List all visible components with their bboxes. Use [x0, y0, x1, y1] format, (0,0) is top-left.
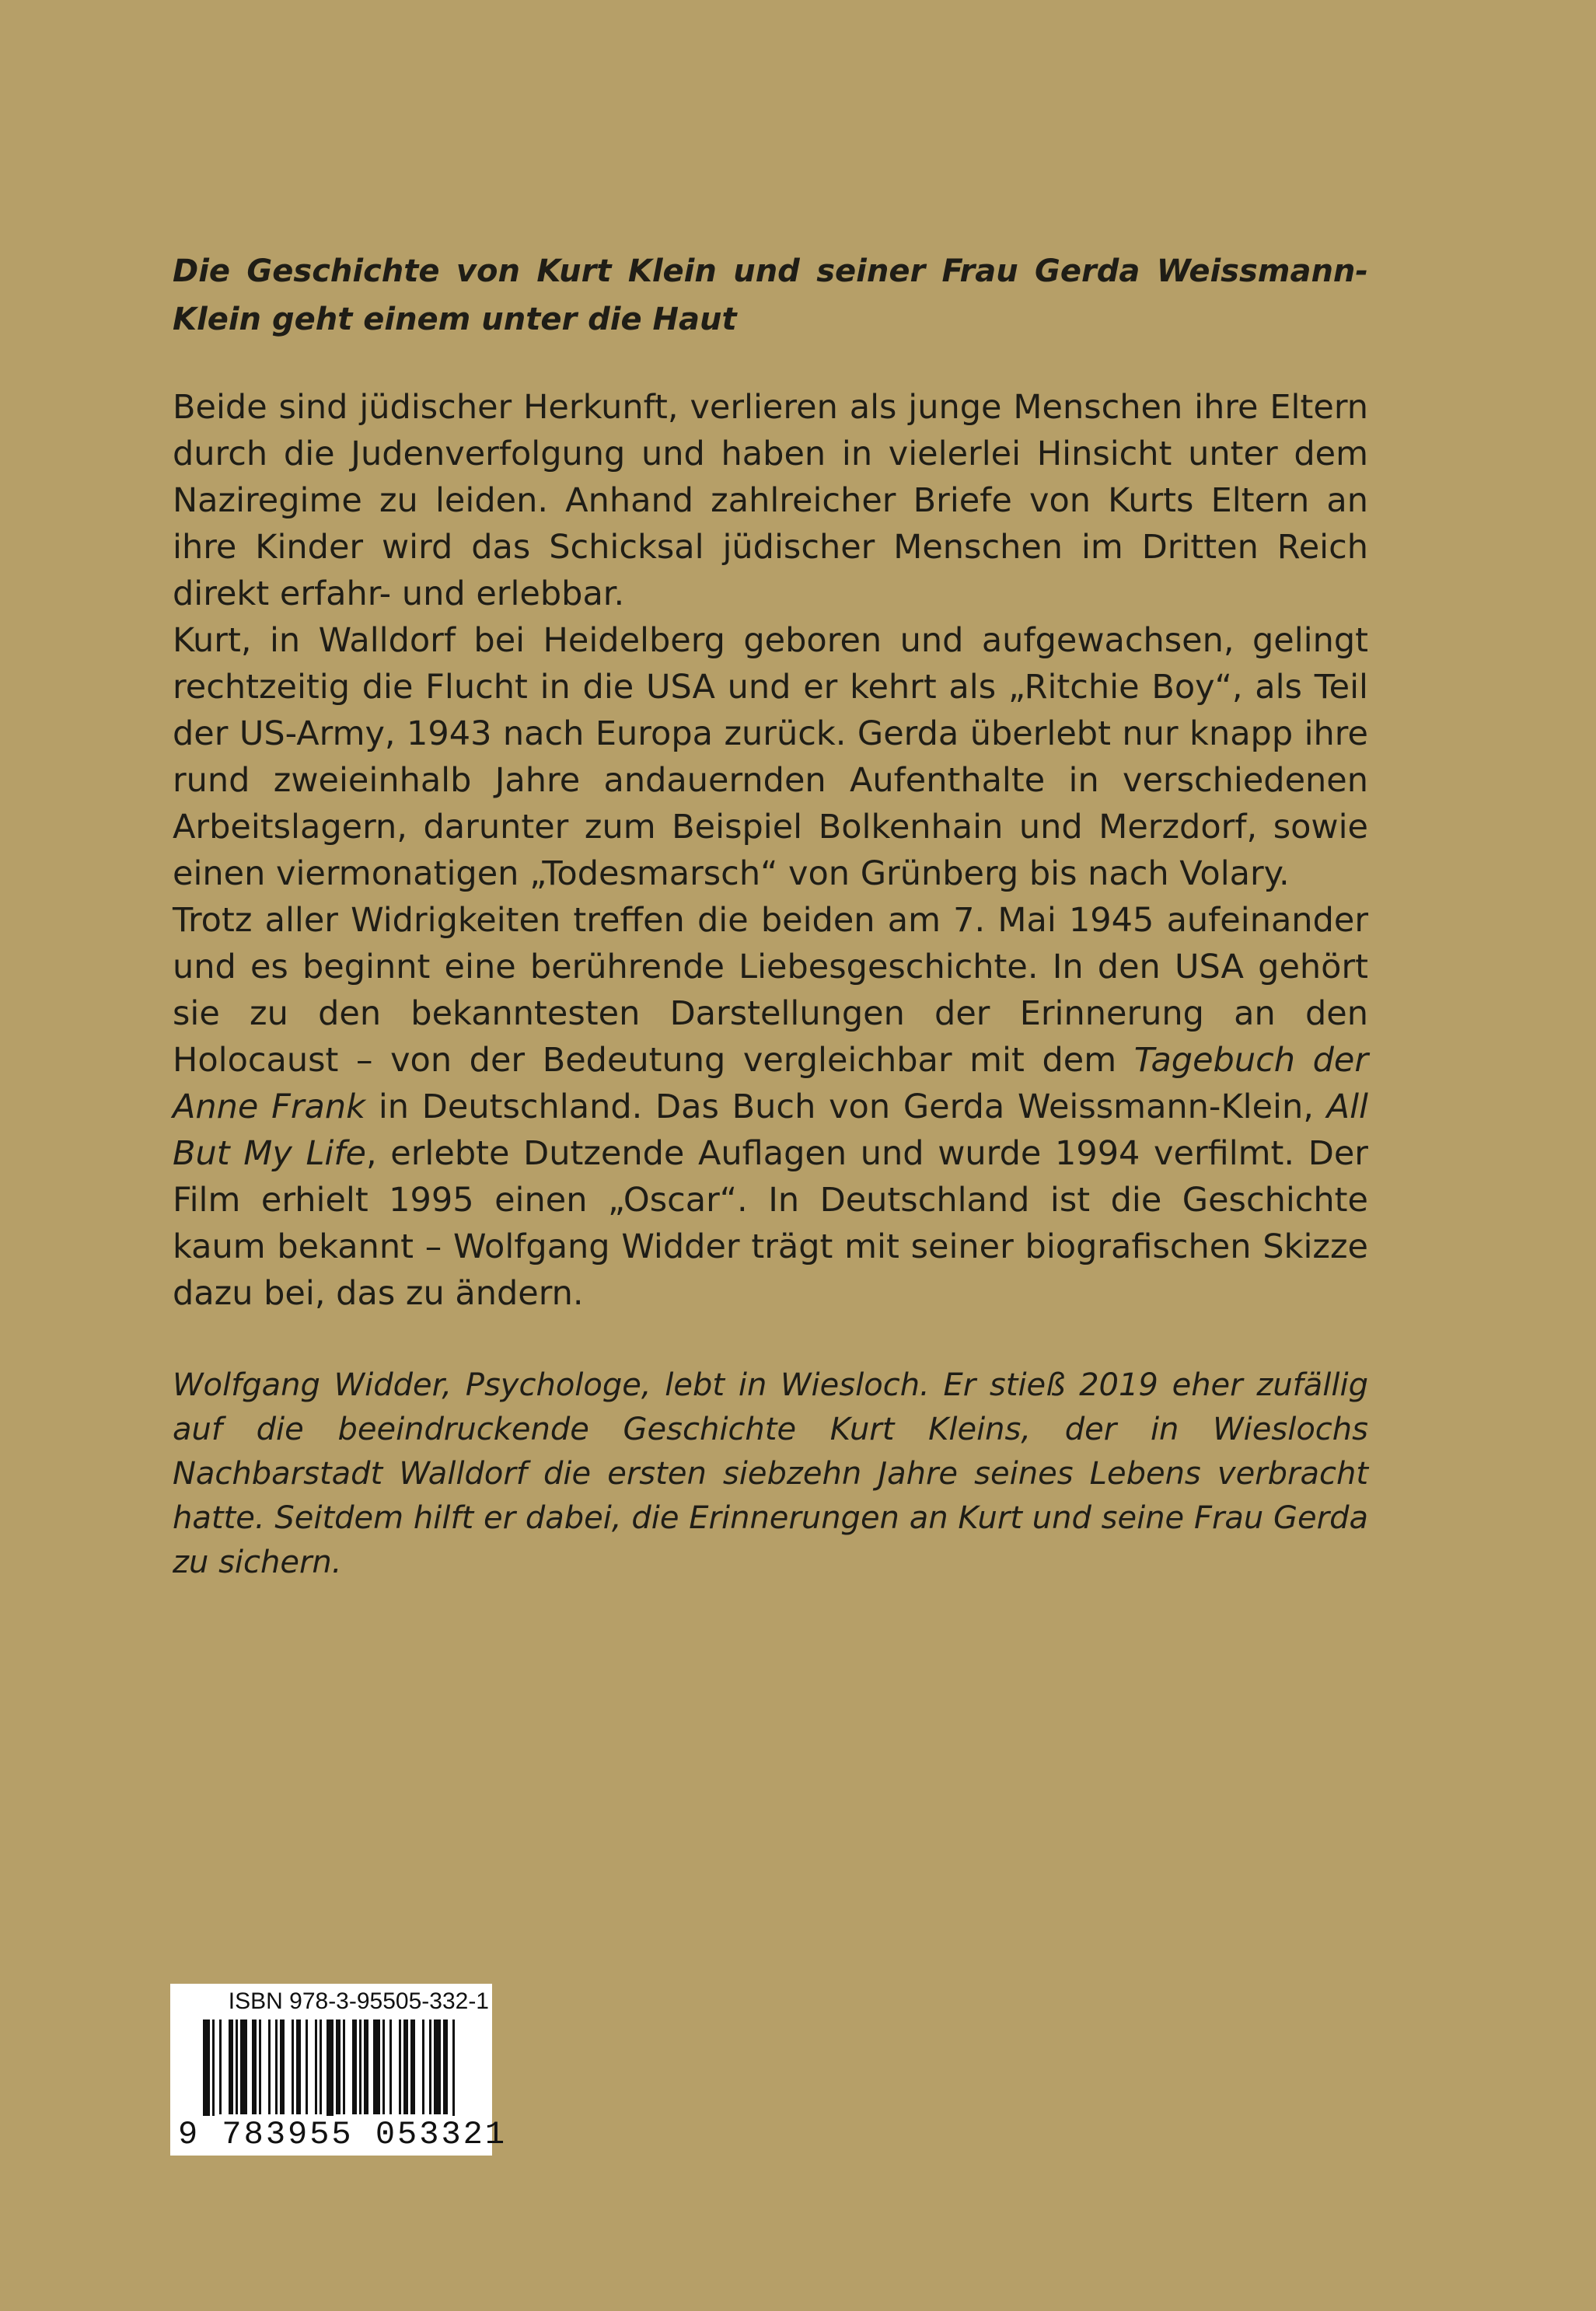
cover-text-block: [173, 247, 1368, 1585]
isbn-label: ISBN 978-3-95505-332-1: [228, 1988, 489, 2014]
barcode-bar: [364, 2020, 368, 2114]
barcode-bar: [359, 2020, 361, 2114]
paragraph-text: Trotz aller Widrigkeiten treffen die beiden am 7. Mai 1945 aufeinander und es beginnt eine berührende Liebesgeschichte. In den USA gehört sie zu den bekanntesten Darstellungen der Erinnerung an den Holocaust – von der Bedeutung vergleichbar mit dem: [173, 901, 1368, 1080]
barcode-bar: [229, 2020, 233, 2114]
barcode-bar: [443, 2020, 448, 2114]
paragraph-text: in Deutschland. Das Buch von Gerda Weissmann-Klein,: [365, 1087, 1327, 1126]
barcode-bar: [292, 2020, 294, 2114]
book-title-all-but-my-life: All But My Life: [173, 1087, 1368, 1173]
paragraph-love-story: [173, 897, 1368, 1317]
barcode-bar: [240, 2020, 247, 2114]
barcode-bar: [306, 2020, 308, 2114]
barcode-bar: [434, 2020, 441, 2114]
barcode-bar: [280, 2020, 285, 2114]
barcode-bar: [268, 2020, 271, 2114]
barcode-bar: [296, 2020, 301, 2114]
paragraph-intro: Beide sind jüdischer Herkunft, verlieren als junge Menschen ihre Eltern durch die Judenverfolgung und haben in vielerlei Hinsicht unter dem Naziregime zu leiden. Anhand zahlreicher Briefe von Kurts Eltern an ihre Kinder wird das Schicksal jüdischer Menschen im Dritten Reich direkt erfahr- und erlebbar.: [173, 388, 1368, 613]
barcode-bar: [336, 2020, 341, 2114]
barcode-bar: [320, 2020, 322, 2114]
barcode-bar: [382, 2020, 385, 2114]
barcode-bar: [399, 2020, 401, 2114]
barcode-bar: [315, 2020, 317, 2114]
barcode-bar: [352, 2020, 357, 2114]
author-bio: Wolfgang Widder, Psychologe, lebt in Wiesloch. Er stieß 2019 eher zufällig auf die beeindruckende Geschichte Kurt Kleins, der in Wieslochs Nachbarstadt Walldorf die ersten siebzehn Jahre seines Lebens verbracht hatte. Seitdem hilft er dabei, die Erinnerungen an Kurt und seine Frau Gerda zu sichern.: [173, 1367, 1368, 1580]
barcode-bar: [373, 2020, 380, 2114]
barcode-bar: [410, 2020, 415, 2114]
barcode-bar: [259, 2020, 261, 2114]
barcode-bar: [275, 2020, 278, 2114]
paragraph-kurt-gerda: Kurt, in Walldorf bei Heidelberg geboren und aufgewachsen, gelingt rechtzeitig die Flucht in die USA und er kehrt als „Ritchie Boy“, als Teil der US-Army, 1943 nach Europa zurück. Gerda überlebt nur knapp ihre rund zweieinhalb Jahre andauernden Aufenthalte in verschiedenen Arbeitslagern, darunter zum Beispiel Bolkenhain und Merzdorf, sowie einen viermonatigen „Todesmarsch“ von Grünberg bis nach Volary.: [173, 621, 1368, 893]
barcode-bar: [252, 2020, 257, 2114]
isbn-digits: 9 783955 053321: [178, 2116, 508, 2153]
barcode-bar: [343, 2020, 345, 2114]
barcode-bar: [422, 2020, 424, 2114]
barcode-bar: [236, 2020, 238, 2114]
isbn-barcode: [170, 1984, 508, 2156]
barcode-bar: [219, 2020, 222, 2114]
barcode-bar: [429, 2020, 431, 2114]
headline: Die Geschichte von Kurt Klein und seiner Frau Gerda Weissmann-Klein geht einem unter die Haut: [173, 253, 1368, 337]
book-title-anne-frank: Tagebuch der Anne Frank: [173, 1041, 1368, 1126]
barcode-bar: [389, 2020, 392, 2114]
barcode-bar: [403, 2020, 408, 2114]
paragraph-text: , erlebte Dutzende Auflagen und wurde 1994 verfilmt. Der Film erhielt 1995 einen „Oscar“. In Deutschland ist die Geschichte kaum bekannt – Wolfgang Widder trägt mit seiner biografischen Skizze dazu bei, das zu ändern.: [173, 1134, 1368, 1313]
